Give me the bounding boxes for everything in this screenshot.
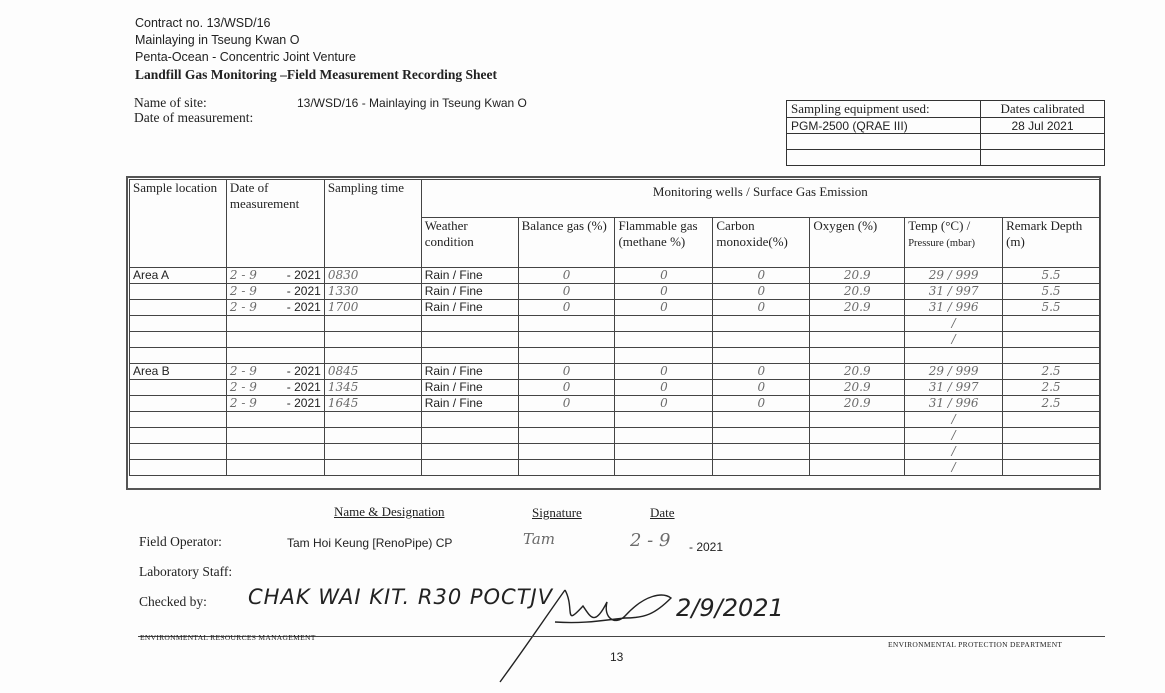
table-row bbox=[130, 332, 1100, 348]
time-value: 1645 bbox=[327, 396, 359, 410]
footer-left: ENVIRONMENTAL RESOURCES MANAGEMENT bbox=[140, 633, 316, 642]
remark-value: 2.5 bbox=[1041, 364, 1061, 378]
balance-cell bbox=[518, 300, 615, 316]
table-row bbox=[130, 316, 1100, 332]
table-row bbox=[130, 444, 1100, 460]
remark-value: 5.5 bbox=[1041, 268, 1061, 282]
time-cell bbox=[324, 396, 421, 412]
equipment-header: Sampling equipment used: bbox=[787, 101, 981, 118]
weather-value: Rain / Fine bbox=[424, 396, 483, 410]
location-cell bbox=[130, 396, 227, 412]
equipment-cell bbox=[787, 150, 981, 166]
date-hand: 2 - 9 bbox=[229, 364, 257, 378]
flammable-value: 0 bbox=[660, 300, 668, 314]
sheet-title: Landfill Gas Monitoring –Field Measurement Recording Sheet bbox=[135, 67, 497, 82]
co-cell bbox=[713, 380, 810, 396]
footer-right: ENVIRONMENTAL PROTECTION DEPARTMENT bbox=[888, 640, 1063, 649]
weather-cell bbox=[421, 332, 518, 348]
site-name-value: 13/WSD/16 - Mainlaying in Tseung Kwan O bbox=[297, 96, 527, 110]
co-cell bbox=[713, 364, 810, 380]
remark-value: 5.5 bbox=[1041, 300, 1061, 314]
oxygen-cell bbox=[810, 268, 905, 284]
balance-cell bbox=[518, 364, 615, 380]
weather-cell bbox=[421, 268, 518, 284]
time-cell bbox=[324, 268, 421, 284]
project-name: Mainlaying in Tseung Kwan O bbox=[135, 33, 300, 47]
weather-cell bbox=[421, 412, 518, 428]
col-header-flammable: Flammable gas (methane %) bbox=[615, 218, 713, 268]
temp-cell bbox=[905, 396, 1003, 412]
table-row bbox=[130, 396, 1100, 412]
col-header-date: Date of measurement bbox=[226, 180, 324, 268]
date-print: - 2021 bbox=[286, 364, 321, 378]
flammable-value: 0 bbox=[660, 364, 668, 378]
date-hand: 2 - 9 bbox=[229, 380, 257, 394]
co-cell bbox=[713, 316, 810, 332]
temp-value: / bbox=[951, 444, 956, 458]
date-cell bbox=[226, 396, 324, 412]
date-cell bbox=[226, 444, 324, 460]
location-cell bbox=[130, 364, 227, 380]
temp-cell bbox=[905, 332, 1003, 348]
equipment-cell: PGM-2500 (QRAE III) bbox=[787, 118, 981, 134]
co-value: 0 bbox=[757, 380, 766, 394]
remark-cell bbox=[1003, 444, 1100, 460]
location-cell bbox=[130, 268, 227, 284]
oxygen-cell bbox=[810, 396, 905, 412]
remark-value: 2.5 bbox=[1041, 380, 1061, 394]
weather-value: Rain / Fine bbox=[424, 380, 483, 394]
date-cell bbox=[226, 460, 324, 476]
balance-value: 0 bbox=[562, 268, 571, 282]
balance-cell bbox=[518, 396, 615, 412]
flammable-cell bbox=[615, 364, 713, 380]
oxygen-value: 20.9 bbox=[843, 380, 871, 394]
remark-cell bbox=[1003, 364, 1100, 380]
temp-cell bbox=[905, 316, 1003, 332]
date-cell bbox=[226, 284, 324, 300]
checked-by-date: 2/9/2021 bbox=[676, 594, 784, 622]
date-cell bbox=[226, 268, 324, 284]
date-cell bbox=[226, 316, 324, 332]
remark-cell bbox=[1003, 460, 1100, 476]
name-designation-header: Name & Designation bbox=[334, 504, 445, 519]
co-value: 0 bbox=[757, 284, 766, 298]
flammable-cell bbox=[615, 396, 713, 412]
table-row bbox=[130, 364, 1100, 380]
balance-cell bbox=[518, 316, 615, 332]
temp-cell bbox=[905, 460, 1003, 476]
balance-cell bbox=[518, 284, 615, 300]
co-cell bbox=[713, 268, 810, 284]
location-cell bbox=[130, 332, 227, 348]
flammable-cell bbox=[615, 300, 713, 316]
co-value: 0 bbox=[757, 364, 766, 378]
co-cell bbox=[713, 332, 810, 348]
temp-cell bbox=[905, 412, 1003, 428]
flammable-cell bbox=[615, 428, 713, 444]
balance-cell bbox=[518, 460, 615, 476]
location-cell bbox=[130, 300, 227, 316]
time-cell bbox=[324, 364, 421, 380]
co-value: 0 bbox=[757, 396, 766, 410]
remark-cell bbox=[1003, 412, 1100, 428]
flammable-value: 0 bbox=[660, 268, 668, 282]
col-header-time: Sampling time bbox=[324, 180, 421, 268]
temp-value: / bbox=[951, 428, 956, 442]
date-header: Date bbox=[650, 505, 675, 520]
empty-cell bbox=[130, 348, 227, 364]
oxygen-value: 20.9 bbox=[843, 268, 871, 282]
temp-cell bbox=[905, 444, 1003, 460]
measurement-date-label: Date of measurement: bbox=[134, 110, 254, 125]
weather-cell bbox=[421, 428, 518, 444]
oxygen-cell bbox=[810, 380, 905, 396]
table-row bbox=[130, 268, 1100, 284]
weather-value: Rain / Fine bbox=[424, 284, 483, 298]
field-operator-date-hand: 2 - 9 bbox=[630, 530, 671, 551]
location-cell bbox=[130, 460, 227, 476]
oxygen-cell bbox=[810, 460, 905, 476]
date-print: - 2021 bbox=[286, 268, 321, 282]
contract-number: Contract no. 13/WSD/16 bbox=[135, 16, 271, 30]
temp-value: / bbox=[951, 460, 956, 474]
temp-cell bbox=[905, 300, 1003, 316]
location-cell bbox=[130, 284, 227, 300]
date-cell bbox=[226, 364, 324, 380]
flammable-value: 0 bbox=[660, 396, 668, 410]
balance-cell bbox=[518, 380, 615, 396]
date-hand: 2 - 9 bbox=[229, 396, 257, 410]
col-header-co: Carbon monoxide(%) bbox=[713, 218, 810, 268]
col-header-temp bbox=[905, 218, 1003, 268]
weather-cell bbox=[421, 284, 518, 300]
remark-cell bbox=[1003, 316, 1100, 332]
time-cell bbox=[324, 300, 421, 316]
co-cell bbox=[713, 444, 810, 460]
time-cell bbox=[324, 316, 421, 332]
empty-cell bbox=[421, 348, 518, 364]
calibration-cell bbox=[981, 134, 1105, 150]
temp-cell bbox=[905, 428, 1003, 444]
checked-by-label: Checked by: bbox=[139, 594, 207, 609]
oxygen-value: 20.9 bbox=[843, 364, 871, 378]
remark-cell bbox=[1003, 332, 1100, 348]
temp-value: 31 / 997 bbox=[928, 284, 979, 298]
empty-cell bbox=[226, 348, 324, 364]
date-cell bbox=[226, 300, 324, 316]
oxygen-cell bbox=[810, 316, 905, 332]
co-cell bbox=[713, 428, 810, 444]
flammable-cell bbox=[615, 316, 713, 332]
remark-cell bbox=[1003, 396, 1100, 412]
balance-value: 0 bbox=[562, 396, 571, 410]
page-number: 13 bbox=[610, 650, 624, 664]
col-header-weather: Weather condition bbox=[421, 218, 518, 268]
table-row bbox=[130, 428, 1100, 444]
area-name: Area B bbox=[133, 364, 170, 378]
time-cell bbox=[324, 428, 421, 444]
temp-cell bbox=[905, 284, 1003, 300]
temp-cell bbox=[905, 268, 1003, 284]
checked-by-handwritten: CHAK WAI KIT. R30 POCTJV bbox=[248, 585, 554, 609]
oxygen-cell bbox=[810, 444, 905, 460]
remark-cell bbox=[1003, 428, 1100, 444]
temp-label: Temp (°C) / bbox=[908, 218, 971, 233]
date-hand: 2 - 9 bbox=[229, 268, 257, 282]
date-cell bbox=[226, 332, 324, 348]
equipment-cell bbox=[787, 134, 981, 150]
weather-cell bbox=[421, 444, 518, 460]
balance-value: 0 bbox=[562, 364, 571, 378]
oxygen-cell bbox=[810, 284, 905, 300]
table-row bbox=[130, 284, 1100, 300]
area-name: Area A bbox=[133, 268, 170, 282]
time-value: 1700 bbox=[327, 300, 359, 314]
col-header-oxygen: Oxygen (%) bbox=[810, 218, 905, 268]
remark-value: 5.5 bbox=[1041, 284, 1061, 298]
balance-value: 0 bbox=[562, 284, 571, 298]
time-value: 0845 bbox=[327, 364, 359, 378]
col-header-remark: Remark Depth (m) bbox=[1003, 218, 1100, 268]
date-hand: 2 - 9 bbox=[229, 284, 257, 298]
weather-value: Rain / Fine bbox=[424, 268, 483, 282]
co-cell bbox=[713, 396, 810, 412]
weather-cell bbox=[421, 316, 518, 332]
balance-cell bbox=[518, 332, 615, 348]
table-row bbox=[130, 300, 1100, 316]
time-cell bbox=[324, 332, 421, 348]
empty-cell bbox=[324, 348, 421, 364]
pressure-label: Pressure (mbar) bbox=[908, 238, 975, 249]
time-cell bbox=[324, 444, 421, 460]
balance-cell bbox=[518, 412, 615, 428]
col-header-location: Sample location bbox=[130, 180, 227, 268]
co-value: 0 bbox=[757, 268, 766, 282]
flammable-value: 0 bbox=[660, 380, 668, 394]
flammable-value: 0 bbox=[660, 284, 668, 298]
temp-value: 31 / 997 bbox=[928, 380, 979, 394]
weather-cell bbox=[421, 396, 518, 412]
weather-cell bbox=[421, 300, 518, 316]
oxygen-cell bbox=[810, 428, 905, 444]
temp-value: 29 / 999 bbox=[928, 364, 979, 378]
balance-cell bbox=[518, 428, 615, 444]
field-operator-label: Field Operator: bbox=[139, 534, 222, 549]
co-cell bbox=[713, 412, 810, 428]
co-cell bbox=[713, 284, 810, 300]
table-row bbox=[130, 348, 1100, 364]
date-cell bbox=[226, 380, 324, 396]
weather-value: Rain / Fine bbox=[424, 300, 483, 314]
flammable-cell bbox=[615, 284, 713, 300]
date-print: - 2021 bbox=[286, 284, 321, 298]
empty-cell bbox=[1003, 348, 1100, 364]
oxygen-value: 20.9 bbox=[843, 284, 871, 298]
empty-cell bbox=[615, 348, 713, 364]
table-row bbox=[130, 412, 1100, 428]
remark-value: 2.5 bbox=[1041, 396, 1061, 410]
time-value: 1330 bbox=[327, 284, 359, 298]
signature-header: Signature bbox=[532, 505, 582, 520]
field-operator-signature: Tam bbox=[523, 530, 556, 548]
temp-value: 29 / 999 bbox=[928, 268, 979, 282]
flammable-cell bbox=[615, 380, 713, 396]
calibration-cell: 28 Jul 2021 bbox=[981, 118, 1105, 134]
time-value: 1345 bbox=[327, 380, 359, 394]
time-cell bbox=[324, 284, 421, 300]
equipment-table bbox=[786, 100, 1105, 166]
calibration-cell bbox=[981, 150, 1105, 166]
location-cell bbox=[130, 412, 227, 428]
field-operator-date-print: - 2021 bbox=[689, 540, 724, 554]
weather-cell bbox=[421, 460, 518, 476]
remark-cell bbox=[1003, 380, 1100, 396]
location-cell bbox=[130, 444, 227, 460]
weather-cell bbox=[421, 380, 518, 396]
location-cell bbox=[130, 428, 227, 444]
date-print: - 2021 bbox=[286, 380, 321, 394]
col-header-balance: Balance gas (%) bbox=[518, 218, 615, 268]
empty-cell bbox=[713, 348, 810, 364]
oxygen-cell bbox=[810, 412, 905, 428]
balance-cell bbox=[518, 444, 615, 460]
temp-value: / bbox=[951, 412, 956, 426]
flammable-cell bbox=[615, 444, 713, 460]
weather-value: Rain / Fine bbox=[424, 364, 483, 378]
empty-cell bbox=[905, 348, 1003, 364]
temp-value: 31 / 996 bbox=[928, 300, 979, 314]
table-row bbox=[130, 460, 1100, 476]
flammable-cell bbox=[615, 268, 713, 284]
oxygen-value: 20.9 bbox=[843, 300, 871, 314]
temp-cell bbox=[905, 380, 1003, 396]
weather-cell bbox=[421, 364, 518, 380]
empty-cell bbox=[518, 348, 615, 364]
field-operator-name: Tam Hoi Keung [RenoPipe) CP bbox=[287, 536, 453, 550]
balance-cell bbox=[518, 268, 615, 284]
remark-cell bbox=[1003, 268, 1100, 284]
calibration-header: Dates calibrated bbox=[981, 101, 1105, 118]
temp-value: / bbox=[951, 332, 956, 346]
date-cell bbox=[226, 428, 324, 444]
oxygen-cell bbox=[810, 300, 905, 316]
time-cell bbox=[324, 460, 421, 476]
oxygen-value: 20.9 bbox=[843, 396, 871, 410]
location-cell bbox=[130, 316, 227, 332]
measurement-table bbox=[129, 179, 1100, 476]
flammable-cell bbox=[615, 332, 713, 348]
oxygen-cell bbox=[810, 332, 905, 348]
temp-cell bbox=[905, 364, 1003, 380]
balance-value: 0 bbox=[562, 380, 571, 394]
laboratory-staff-label: Laboratory Staff: bbox=[139, 564, 233, 579]
balance-value: 0 bbox=[562, 300, 571, 314]
co-value: 0 bbox=[757, 300, 766, 314]
col-header-group: Monitoring wells / Surface Gas Emission bbox=[421, 180, 1099, 218]
date-hand: 2 - 9 bbox=[229, 300, 257, 314]
flammable-cell bbox=[615, 412, 713, 428]
contractor-name: Penta-Ocean - Concentric Joint Venture bbox=[135, 50, 356, 64]
oxygen-cell bbox=[810, 364, 905, 380]
table-row bbox=[130, 380, 1100, 396]
temp-value: 31 / 996 bbox=[928, 396, 979, 410]
time-value: 0830 bbox=[327, 268, 359, 282]
co-cell bbox=[713, 300, 810, 316]
date-cell bbox=[226, 412, 324, 428]
date-print: - 2021 bbox=[286, 396, 321, 410]
remark-cell bbox=[1003, 300, 1100, 316]
co-cell bbox=[713, 460, 810, 476]
empty-cell bbox=[810, 348, 905, 364]
time-cell bbox=[324, 412, 421, 428]
temp-value: / bbox=[951, 316, 956, 330]
remark-cell bbox=[1003, 284, 1100, 300]
time-cell bbox=[324, 380, 421, 396]
flammable-cell bbox=[615, 460, 713, 476]
location-cell bbox=[130, 380, 227, 396]
date-print: - 2021 bbox=[286, 300, 321, 314]
site-name-label: Name of site: bbox=[134, 95, 207, 110]
